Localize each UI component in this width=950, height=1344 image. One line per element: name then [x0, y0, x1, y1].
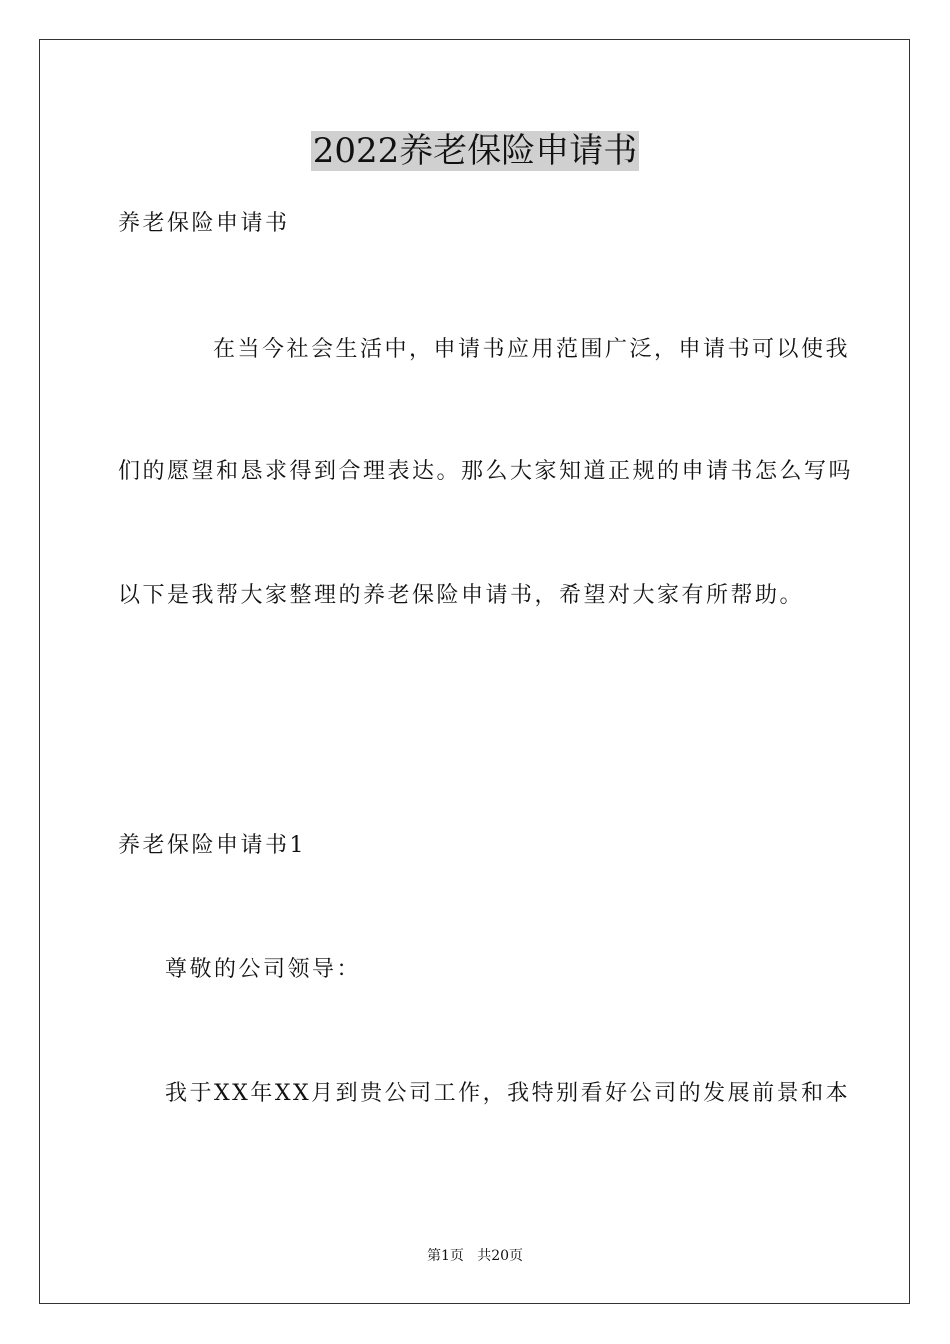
intro-line-3: 以下是我帮大家整理的养老保险申请书，希望对大家有所帮助。	[118, 583, 805, 608]
page-footer: 第1页 共20页	[426, 1248, 524, 1264]
document-subtitle: 养老保险申请书	[118, 211, 290, 236]
document-title	[0, 127, 950, 175]
intro-line-2: 们的愿望和恳求得到合理表达。那么大家知道正规的申请书怎么写吗	[118, 459, 854, 484]
salutation: 尊敬的公司领导：	[165, 957, 362, 982]
intro-line-1: 在当今社会生活中，申请书应用范围广泛，申请书可以使我	[213, 337, 851, 362]
body-line-1: 我于XX年XX月到贵公司工作，我特别看好公司的发展前景和本	[165, 1081, 851, 1106]
section-heading: 养老保险申请书1	[118, 833, 306, 858]
document-title-text: 2022养老保险申请书	[312, 131, 638, 171]
